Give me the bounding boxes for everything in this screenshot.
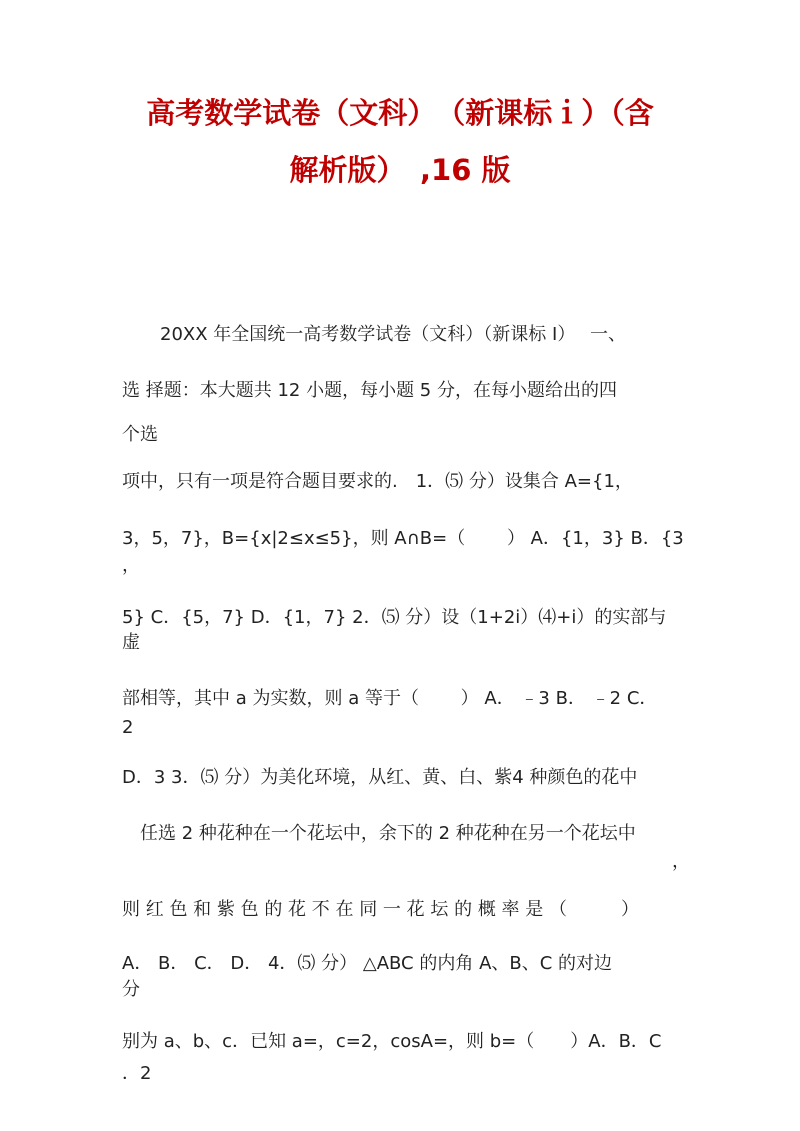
body-line-6: ， (122, 555, 140, 576)
body-line-3: 个选 (122, 424, 158, 445)
body-line-9: 部相等，其中 a 为实数，则 a 等于（ ） A． ﹣3 B． ﹣2 C． (122, 688, 658, 709)
body-line-12: 任选 2 种花种在一个花坛中，余下的 2 种花种在另一个花坛中 (140, 823, 636, 844)
body-line-7: 5} C．{5，7} D．{1，7} 2．⑸ 分）设（1+2i）⑷+i）的实部与 (122, 607, 667, 628)
body-line-18: ．2 (122, 1063, 152, 1084)
body-line-5: 3，5，7}，B={x|2≤x≤5}，则 A∩B=（ ） A．{1，3} B．{3 (122, 528, 684, 549)
document-title-line-2: 解析版） ,16 版 (289, 153, 511, 187)
body-line-10: 2 (122, 717, 134, 738)
body-line-17: 别为 a、b、c．已知 a=，c=2，cosA=，则 b=（ ）A．B．C (122, 1031, 662, 1052)
body-line-15: A． B． C． D． 4．⑸ 分） △ABC 的内角 A、B、C 的对边 (122, 953, 613, 974)
body-line-8: 虚 (122, 632, 140, 653)
body-line-13: ， (672, 851, 690, 872)
body-line-1: 20XX 年全国统一高考数学试卷（文科）（新课标 I） 一、 (160, 324, 627, 345)
body-line-16: 分 (122, 979, 140, 1000)
body-line-14: 则 红 色 和 紫 色 的 花 不 在 同 一 花 坛 的 概 率 是 （ ） (122, 899, 639, 920)
body-line-11: D．3 3．⑸ 分）为美化环境，从红、黄、白、紫4 种颜色的花中 (122, 767, 638, 788)
document-title-line-1: 高考数学试卷（文科） （新课标ｉ）（含 (146, 96, 654, 130)
body-line-2: 选 择题：本大题共 12 小题，每小题 5 分，在每小题给出的四 (122, 380, 617, 401)
body-line-4: 项中，只有一项是符合题目要求的. 1．⑸ 分）设集合 A={1， (122, 471, 633, 492)
